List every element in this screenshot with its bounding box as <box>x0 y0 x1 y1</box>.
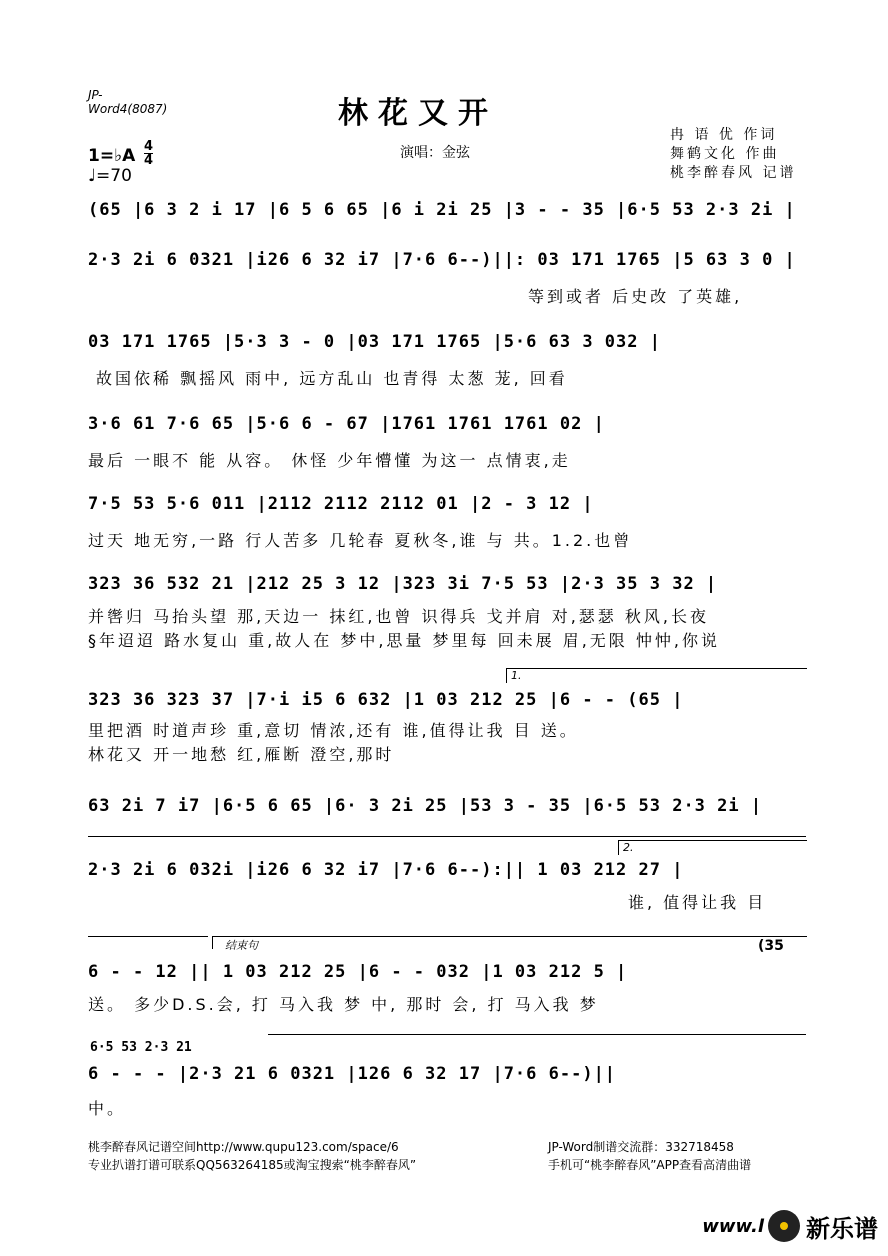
staff-rule <box>88 936 208 937</box>
key-signature: 1=♭A <box>88 146 136 166</box>
score-row <box>88 414 806 474</box>
volta-first <box>506 668 807 683</box>
staff-rule <box>88 836 806 837</box>
score-row <box>88 494 806 554</box>
notes-line: (65 |6 3 2 i 17 |6 5 6 65 |6 i 2i 25 |3 - - 35 |6·5 53 2·3 2i | <box>88 200 796 220</box>
score-row <box>88 860 806 920</box>
coda-label: 结束句 <box>225 939 258 952</box>
upper-voice-notes: 6·5 53 2·3 21 <box>90 1040 192 1055</box>
lyrics-line: 最后 一眼不 能 从容。 休怪 少年懵懂 为这一 点情衷,走 <box>88 451 571 470</box>
notes-line: 63 2i 7 i7 |6·5 6 65 |6· 3 2i 25 |53 3 - 35 |6·5 53 2·3 2i | <box>88 796 763 816</box>
score-row <box>88 1064 806 1124</box>
score-row <box>88 332 806 392</box>
notes-line: 6 - - - |2·3 21 6 0321 |126 6 32 17 |7·6 6--)|| <box>88 1064 617 1084</box>
watermark-url: www.l <box>702 1215 764 1237</box>
volta-label: 1. <box>511 669 522 682</box>
watermark-logo <box>702 1206 878 1246</box>
footer-line-1-left: 桃李醉春风记谱空间http://www.qupu123.com/space/6 <box>88 1140 399 1154</box>
volta-second <box>618 840 807 855</box>
score-row <box>88 962 806 1022</box>
footer-line-2-right: 手机可“桃李醉春风”APP查看高清曲谱 <box>548 1158 752 1172</box>
time-signature <box>144 140 153 167</box>
lyrics-line: 林花又 开一地愁 红,雁断 澄空,那时 <box>88 745 395 764</box>
notes-line: 323 36 532 21 |212 25 3 12 |323 3i 7·5 53 |2·3 35 3 32 | <box>88 574 718 594</box>
lyrics-line: 过天 地无穷,一路 行人苦多 几轮春 夏秋冬,谁 与 共。1.2.也曾 <box>88 531 633 550</box>
volta-label: 2. <box>623 841 634 854</box>
footer-line-2-left: 专业扒谱打谱可联系QQ563264185或淘宝搜索“桃李醉春风” <box>88 1158 417 1172</box>
score-row <box>88 574 806 652</box>
notes-line: 2·3 2i 6 0321 |i26 6 32 i7 |7·6 6--)||: 03 171 1765 |5 63 3 0 | <box>88 250 796 270</box>
lyrics-line: 谁, 值得让我 目 <box>628 893 767 912</box>
score-row <box>88 200 806 230</box>
singer: 演唱：金弦 <box>400 145 470 161</box>
score-row <box>88 250 806 310</box>
notes-line: 6 - - 12 || 1 03 212 25 |6 - - 032 |1 03 212 5 | <box>88 962 628 982</box>
time-top: 4 <box>144 139 154 154</box>
watermark-name: 新乐谱 <box>806 1214 878 1243</box>
lyrics-line: §年迢迢 路水复山 重,故人在 梦中,思量 梦里每 回未展 眉,无限 忡忡,你说 <box>88 631 720 650</box>
footer-line-1-right: JP-Word制谱交流群：332718458 <box>548 1140 734 1154</box>
composer-credit: 舞鹤文化 作曲 <box>670 146 780 162</box>
notes-line: 2·3 2i 6 032i |i26 6 32 i7 |7·6 6--):|| 1 03 212 27 | <box>88 860 684 880</box>
notes-line: 7·5 53 5·6 011 |2112 2112 2112 01 |2 - 3 12 | <box>88 494 594 514</box>
notes-line: 03 171 1765 |5·3 3 - 0 |03 171 1765 |5·6 63 3 032 | <box>88 332 661 352</box>
notes-line: 323 36 323 37 |7·i i5 6 632 |1 03 212 25 |6 - - (65 | <box>88 690 684 710</box>
lyrics-line: 故国依稀 飘摇风 雨中, 远方乱山 也青得 太葱 茏, 回看 <box>96 369 568 388</box>
time-bottom: 4 <box>144 153 154 168</box>
lyrics-line: 并辔归 马抬头望 那,天边一 抹红,也曾 识得兵 戈并肩 对,瑟瑟 秋风,长夜 <box>88 607 709 626</box>
notes-line: 3·6 61 7·6 65 |5·6 6 - 67 |1761 1761 1761 02 | <box>88 414 605 434</box>
tempo-marking: ♩=70 <box>88 166 132 186</box>
score-row <box>88 690 806 770</box>
lyricist-credit: 冉 语 优 作词 <box>670 127 778 143</box>
lyrics-line: 里把酒 时道声珍 重,意切 情浓,还有 谁,值得让我 目 送。 <box>88 721 579 740</box>
score-row <box>88 796 806 826</box>
staff-rule <box>268 1034 806 1035</box>
lyrics-line: 送。 多少D.S.会, 打 马入我 梦 中, 那时 会, 打 马入我 梦 <box>88 995 599 1014</box>
record-disc-icon <box>768 1210 800 1242</box>
ending-notes: (35 <box>758 938 784 954</box>
lyrics-line: 中。 <box>88 1099 127 1118</box>
coda-bracket <box>212 936 807 952</box>
lyrics-line: 等到或者 后史改 了英雄, <box>528 287 743 306</box>
transcriber-credit: 桃李醉春风 记谱 <box>670 165 797 181</box>
